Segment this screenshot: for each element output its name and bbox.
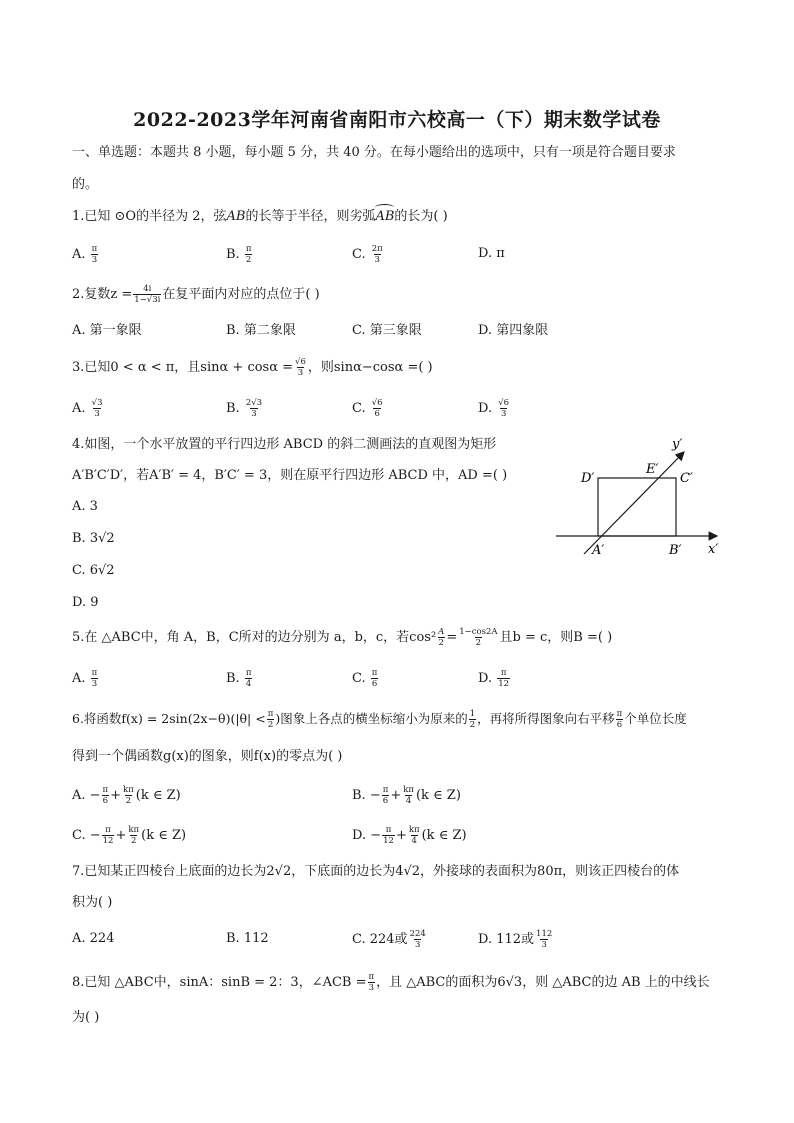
q7-option-b: B. 112 xyxy=(226,931,269,946)
question-8-stem-line2: 为( ) xyxy=(72,1010,100,1025)
q1-option-d: D. π xyxy=(478,246,505,261)
q4-oblique-figure xyxy=(552,430,732,565)
page-title: 2022-2023学年河南省南阳市六校高一（下）期末数学试卷 xyxy=(133,109,661,131)
q7-option-a: A. 224 xyxy=(72,931,115,946)
y-axis xyxy=(584,452,684,554)
question-3-stem: 3.已知0 < α < π，且sinα + cosα = $\frac{√6}{3}$ ，则sinα−cosα =( ) xyxy=(72,357,433,378)
q4-option-d: D. 9 xyxy=(72,595,99,610)
question-5-stem: 5.在 △ABC中，角 A，B，C所对的边分别为 a，b，c，若cos² $\frac{A}{2}$ = $\frac{1-\cos 2A}{2}$ 且b = c，则B =( ) xyxy=(72,627,613,648)
q2-option-d: D. 第四象限 xyxy=(478,323,549,338)
arc-ab: AB xyxy=(375,207,394,227)
q4-option-a: A. 3 xyxy=(72,499,98,514)
q3-option-a: A. $\frac{√3}{3}$ xyxy=(72,398,103,419)
q2-option-a: A. 第一象限 xyxy=(72,323,142,338)
q2-option-b: B. 第二象限 xyxy=(226,323,296,338)
q6-option-c: C. − $\frac{\pi}{12}$ + $\frac{k\pi}{2}$ (k ∈ Z) xyxy=(72,825,187,846)
label-d: D′ xyxy=(581,471,595,486)
q6-option-a: A. − $\frac{\pi}{6}$ + $\frac{k\pi}{2}$ (k ∈ Z) xyxy=(72,785,181,806)
q6-option-d: D. − $\frac{\pi}{12}$ + $\frac{k\pi}{4}$ (k ∈ Z) xyxy=(352,825,467,846)
question-6-stem-line1: 6.将函数f(x) = 2sin(2x−θ)(|θ| < $\frac{\pi}{2}$ )图象上各点的横坐标缩小为原来的 $\frac{1}{2}$ ，再将所得图象向右平移 $\frac{\pi}{6}$ 个单位长度 xyxy=(72,709,687,730)
section-heading-line2: 的。 xyxy=(72,177,99,192)
q7-option-d: D. 112或 $\frac{112}{3}$ xyxy=(478,929,553,950)
label-a: A′ xyxy=(592,543,605,558)
question-4-stem-line1: 4.如图，一个水平放置的平行四边形 ABCD 的斜二测画法的直观图为矩形 xyxy=(72,437,497,452)
question-4-stem-line2: A′B′C′D′，若A′B′ = 4，B′C′ = 3，则在原平行四边形 ABCD 中，AD =( ) xyxy=(72,468,508,483)
q5-option-b: B. $\frac{\pi}{4}$ xyxy=(226,668,252,689)
q5-option-c: C. $\frac{\pi}{6}$ xyxy=(352,668,378,689)
question-2-stem: 2.复数z = $\frac{4i}{1-√3i}$ 在复平面内对应的点位于( ) xyxy=(72,284,320,305)
label-e: E′ xyxy=(646,462,659,477)
q3-option-d: D. $\frac{√6}{3}$ xyxy=(478,398,510,419)
label-b: B′ xyxy=(669,543,682,558)
question-7-stem-line2: 积为( ) xyxy=(72,895,113,910)
q3-option-c: C. $\frac{√6}{6}$ xyxy=(352,398,383,419)
q5-option-d: D. $\frac{\pi}{12}$ xyxy=(478,668,510,689)
q5-option-a: A. $\frac{\pi}{3}$ xyxy=(72,668,98,689)
q6-option-b: B. − $\frac{\pi}{6}$ + $\frac{k\pi}{4}$ (k ∈ Z) xyxy=(352,785,461,806)
label-c: C′ xyxy=(680,471,693,486)
question-8-stem-line1: 8.已知 △ABC中，sinA：sinB = 2：3，∠ACB = $\frac{\pi}{3}$ ，且 △ABC的面积为6√3，则 △ABC的边 AB 上的中线长 xyxy=(72,972,710,993)
q1-option-a: A. $\frac{\pi}{3}$ xyxy=(72,244,98,265)
q3-option-b: B. $\frac{2√3}{3}$ xyxy=(226,398,263,419)
question-1-stem: 1.已知 ⊙O的半径为 2，弦AB的长等于半径，则劣弧AB的长为( ) xyxy=(72,207,448,227)
section-heading-line1: 一、单选题：本题共 8 小题，每小题 5 分，共 40 分。在每小题给出的选项中，只有一项是符合题目要求 xyxy=(72,145,676,160)
question-6-stem-line2: 得到一个偶函数g(x)的图象，则f(x)的零点为( ) xyxy=(72,749,343,764)
q4-option-b: B. 3√2 xyxy=(72,531,115,546)
label-x: x′ xyxy=(708,542,719,557)
q7-option-c: C. 224或 $\frac{224}{3}$ xyxy=(352,929,426,950)
question-7-stem-line1: 7.已知某正四棱台上底面的边长为2√2，下底面的边长为4√2，外接球的表面积为80π，则该正四棱台的体 xyxy=(72,864,680,879)
q1-option-c: C. $\frac{2\pi}{3}$ xyxy=(352,244,383,265)
label-y: y′ xyxy=(672,437,683,452)
q2-option-c: C. 第三象限 xyxy=(352,323,422,338)
q4-option-c: C. 6√2 xyxy=(72,563,115,578)
q1-option-b: B. $\frac{\pi}{2}$ xyxy=(226,244,252,265)
